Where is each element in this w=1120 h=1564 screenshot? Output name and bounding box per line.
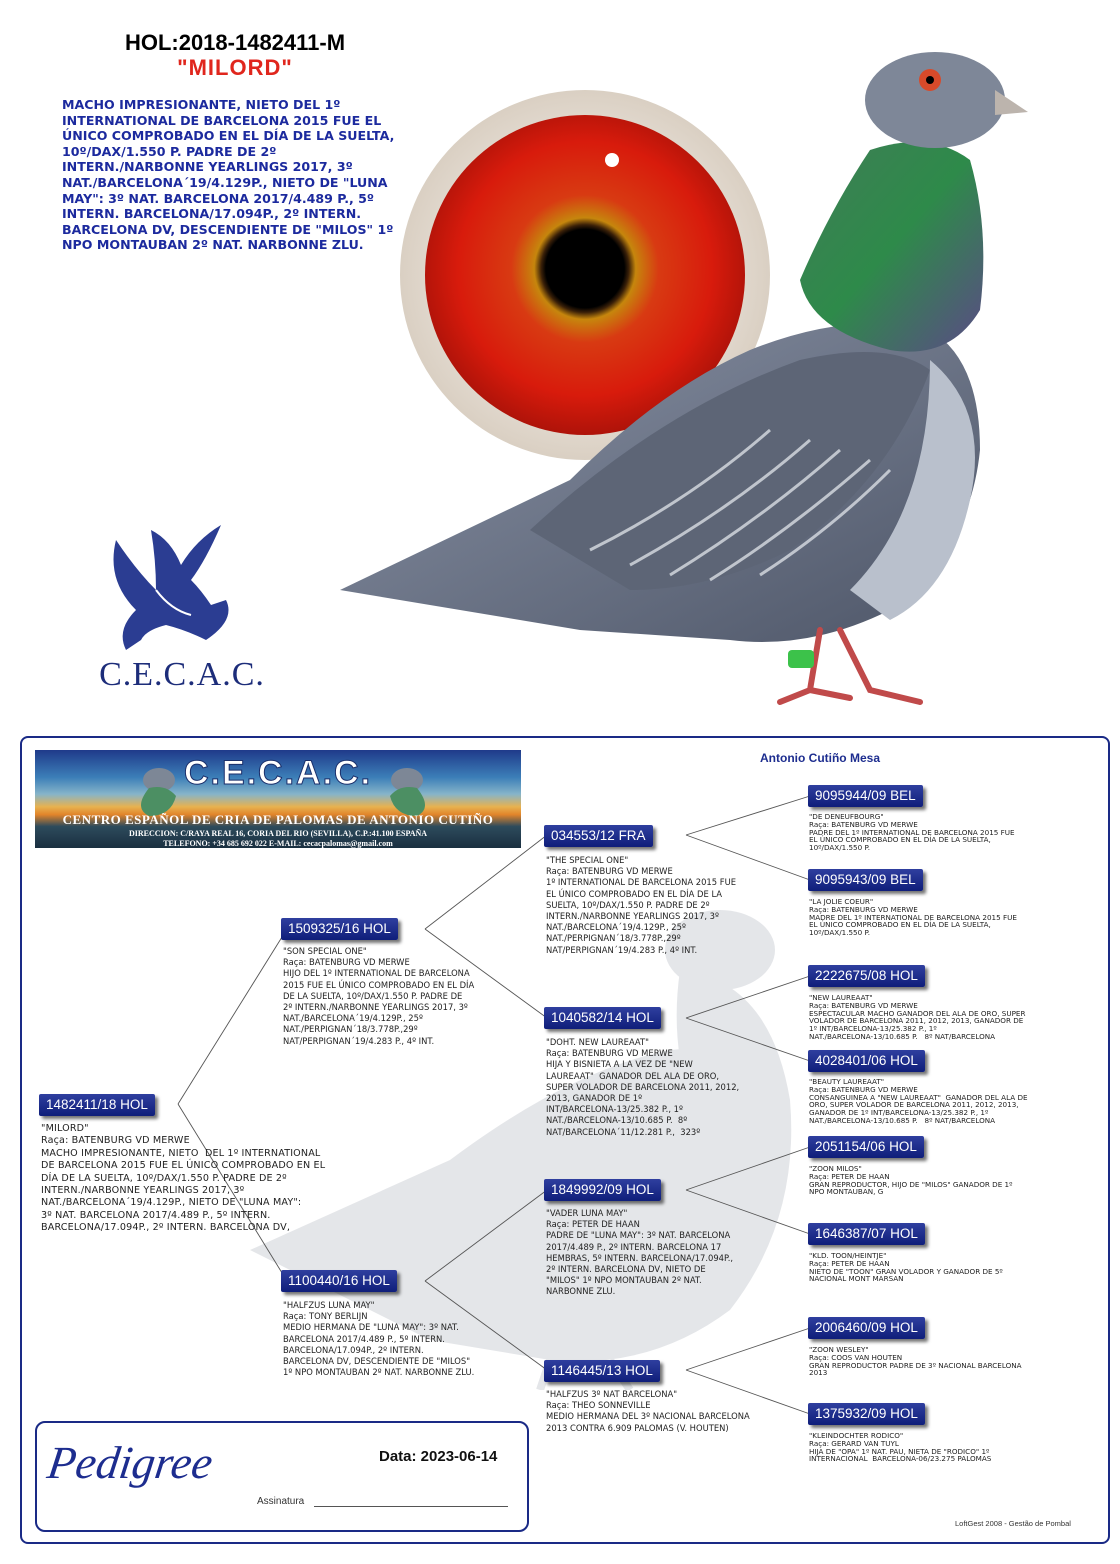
info-line: "HALFZUS 3º NAT BARCELONA" — [546, 1389, 678, 1399]
ring-great-grandparent[interactable]: 9095943/09 BEL — [808, 869, 923, 891]
info-sire-sire — [546, 855, 776, 956]
ring-dam[interactable]: 1100440/16 HOL — [281, 1270, 397, 1292]
info-line: "KLEINDOCHTER RODICO" — [809, 1431, 904, 1440]
info-line: INTERN./NARBONNE YEARLINGS 2017, 3º — [546, 911, 719, 922]
signature-line[interactable] — [314, 1506, 508, 1507]
info-great-grandparent — [809, 1165, 1079, 1196]
info-line: GANADOR DE 1º INT/BARCELONA-13/25.382 P., 1º — [809, 1108, 989, 1118]
info-line: 2015 FUE EL ÚNICO COMPROBADO EN EL DÍA — [283, 979, 475, 990]
info-line: NPO MONTAUBAN, G — [809, 1187, 884, 1197]
info-line: NAT/PERPIGNAN´19/4.283 P., 4º INT. — [546, 944, 698, 955]
ring-subject[interactable]: 1482411/18 HOL — [39, 1094, 155, 1116]
ring-great-grandparent[interactable]: 1646387/07 HOL — [808, 1223, 925, 1245]
info-line: "MILOS" 1º NPO MONTAUBAN 2º NAT. — [546, 1275, 702, 1286]
ring-great-grandparent[interactable]: 2051154/06 HOL — [808, 1136, 924, 1158]
info-line: NAT./BARCELONA´19/4.129P., 25º — [546, 922, 686, 933]
info-line: Raça: BATENBURG VD MERWE — [41, 1135, 190, 1147]
info-great-grandparent — [809, 898, 1079, 937]
info-line: Raça: BATENBURG VD MERWE — [809, 1000, 918, 1010]
info-great-grandparent — [809, 813, 1079, 852]
info-line: "THE SPECIAL ONE" — [546, 855, 629, 865]
info-line: NARBONNE ZLU. — [546, 1286, 616, 1297]
info-line: INTERNACIONAL BARCELONA-06/23.275 PALOMAS — [809, 1454, 992, 1464]
pigeon-ring-id: HOL:2018-1482411-M — [124, 30, 346, 55]
info-line: HEMBRAS, 5º INTERN. BARCELONA/17.094P., — [546, 1252, 734, 1263]
pigeon-description: MACHO IMPRESIONANTE, NIETO DEL 1º INTERNATIONAL DE BARCELONA 2015 FUE EL ÚNICO COMPROBADO EN EL DÍA DE LA SUELTA, 10º/DAX/1.550 P. PADRE DE 2º INTERN./NARBONNE YEARLINGS 2017, 3º NAT./BARCELONA´19/4.129P., NIETO DE "LUNA MAY": 3º NAT. BARCELONA 2017/4.489 P., 5º INTERN. BARCELONA/17.094P., 2º INTERN. BARCELONA DV, DESCENDIENTE DE "MILOS" 1º NPO MONTAUBAN 2º NAT. NARBONNE ZLU. — [62, 97, 395, 253]
cecac-logo-text: C.E.C.A.C. — [99, 656, 265, 693]
info-line: NAT/BARCELONA´11/12.281 P., 323º — [546, 1126, 701, 1137]
info-line: NAT./BARCELONA´19/4.129P., NIETO DE "LUNA MAY": — [41, 1197, 302, 1209]
signature-label: Assinatura — [257, 1496, 305, 1507]
info-dam — [283, 1300, 513, 1378]
info-line: BARCELONA DV, DESCENDIENTE DE "MILOS" — [283, 1356, 471, 1367]
info-great-grandparent — [809, 1078, 1084, 1125]
ring-dam-dam[interactable]: 1146445/13 HOL — [544, 1360, 660, 1382]
info-line: MEDIO HERMANA DEL 3º NACIONAL BARCELONA — [546, 1411, 750, 1422]
info-line: INTERN./NARBONNE YEARLINGS 2017, 3º — [41, 1185, 245, 1197]
ring-sire-dam[interactable]: 1040582/14 HOL — [544, 1007, 661, 1029]
info-line: "ZOON WESLEY" — [809, 1345, 869, 1354]
info-line: NACIONAL MONT MARSAN — [809, 1274, 904, 1284]
info-line: BARCELONA 2017/4.489 P., 5º INTERN. — [283, 1333, 445, 1344]
info-line: 2º INTERN./NARBONNE YEARLINGS 2017, 3º — [283, 1002, 468, 1013]
info-line: MEDIO HERMANA DE "LUNA MAY": 3º NAT. — [283, 1322, 459, 1333]
info-line: 2013 — [809, 1368, 828, 1378]
ring-sire[interactable]: 1509325/16 HOL — [281, 918, 398, 940]
info-line: DE LA SUELTA, 10º/DAX/1.550 P. PADRE DE — [283, 990, 463, 1001]
info-line: Raça: BATENBURG VD MERWE — [546, 1048, 673, 1059]
pedigree-script-title: Pedigree — [44, 1437, 216, 1488]
info-line: PADRE DE "LUNA MAY": 3º NAT. BARCELONA — [546, 1230, 731, 1241]
banner-contact-line: TELEFONO: +34 685 692 022 E-MAIL: cecacpalomas@gmail.com — [163, 838, 393, 848]
info-line: NAT./PERPIGNAN´18/3.778P.,29º — [283, 1024, 418, 1035]
info-great-grandparent — [809, 1252, 1079, 1283]
info-sire — [283, 946, 513, 1047]
info-line: "LA JOLIE COEUR" — [809, 897, 874, 906]
info-line: SUPER VOLADOR DE BARCELONA 2011, 2012, — [546, 1081, 740, 1092]
info-line: INT/BARCELONA-13/25.382 P., 1º — [546, 1104, 683, 1115]
info-line: GRAN REPRODUCTOR PADRE DE 3º NACIONAL BARCELONA — [809, 1360, 1022, 1370]
info-sire-dam — [546, 1037, 776, 1138]
info-line: 2017/4.489 P., 2º INTERN. BARCELONA 17 — [546, 1241, 722, 1252]
info-line: EL ÚNICO COMPROBADO EN EL DÍA DE LA SUELTA, — [809, 920, 991, 930]
info-line: DÍA DE LA SUELTA, 10º/DAX/1.550 P. PADRE DE 2º — [41, 1172, 287, 1184]
info-great-grandparent — [809, 994, 1084, 1041]
info-great-grandparent — [809, 1346, 1079, 1377]
ring-great-grandparent[interactable]: 1375932/09 HOL — [808, 1403, 925, 1425]
ring-great-grandparent[interactable]: 2222675/08 HOL — [808, 965, 925, 987]
info-dam-dam — [546, 1389, 786, 1434]
info-line: BARCELONA/17.094P., 2º INTERN. — [283, 1344, 424, 1355]
owner-name: Antonio Cutiño Mesa — [760, 751, 880, 765]
info-line: ORO, SUPER VOLADOR DE BARCELONA 2011, 2012, 2013, — [809, 1100, 1019, 1110]
info-line: NAT./PERPIGNAN´18/3.778P.,29º — [546, 933, 681, 944]
info-line: "MILORD" — [41, 1123, 89, 1134]
info-line: "ZOON MILOS" — [809, 1164, 862, 1173]
info-line: Raça: BATENBURG VD MERWE — [809, 1084, 918, 1094]
info-line: BARCELONA/17.094P., 2º INTERN. BARCELONA DV, — [41, 1222, 291, 1234]
info-line: 1º INTERNATIONAL DE BARCELONA 2015 FUE — [546, 877, 736, 888]
cecac-banner — [35, 750, 521, 848]
info-line: 2º INTERN. BARCELONA DV, NIETO DE — [546, 1264, 706, 1275]
info-line: "BEAUTY LAUREAAT" — [809, 1077, 885, 1086]
banner-subtitle: CENTRO ESPAÑOL DE CRIA DE PALOMAS DE ANTONIO CUTIÑO — [62, 812, 494, 827]
info-line: "DE DENEUFBOURG" — [809, 812, 884, 821]
info-line: Raça: TONY BERLIJN — [283, 1311, 368, 1322]
pigeon-photo — [330, 30, 1050, 720]
info-line: NAT./BARCELONA´19/4.129P., 25º — [283, 1013, 423, 1024]
info-line: CONSANGUINEA A "NEW LAUREAAT" GANADOR DEL ALA DE — [809, 1092, 1028, 1102]
info-line: HIJA DE "OPA" 1º NAT. PAU, NIETA DE "RODICO" 1º — [809, 1446, 990, 1456]
info-line: "HALFZUS LUNA MAY" — [283, 1300, 375, 1310]
ring-dam-sire[interactable]: 1849992/09 HOL — [544, 1179, 661, 1201]
banner-address — [35, 829, 521, 848]
info-line: 2013, GANADOR DE 1º — [546, 1093, 643, 1104]
info-line: 1º NPO MONTAUBAN 2º NAT. NARBONNE ZLU. — [283, 1367, 475, 1378]
info-line: "SON SPECIAL ONE" — [283, 946, 367, 956]
info-line: NAT/PERPIGNAN´19/4.283 P., 4º INT. — [283, 1035, 435, 1046]
info-line: Raça: THEO SONNEVILLE — [546, 1400, 651, 1411]
banner-address-line: DIRECCION: C/RAYA REAL 16, CORIA DEL RIO (SEVILLA), C.P.:41.100 ESPAÑA — [128, 829, 428, 838]
info-line: 3º NAT. BARCELONA 2017/4.489 P., 5º INTERN. — [41, 1209, 271, 1221]
info-line: Raça: BATENBURG VD MERWE — [809, 819, 918, 829]
ring-great-grandparent[interactable]: 9095944/09 BEL — [808, 785, 923, 807]
info-line: Raça: PETER DE HAAN — [546, 1219, 640, 1230]
info-line: Raça: PETER DE HAAN — [809, 1171, 890, 1181]
info-line: MADRE DEL 1º INTERNATIONAL DE BARCELONA 2015 FUE — [809, 912, 1017, 922]
software-footer: LoftGest 2008 - Gestão de Pombal — [955, 1519, 1071, 1528]
info-line: Raça: BATENBURG VD MERWE — [809, 904, 918, 914]
info-line: "VADER LUNA MAY" — [546, 1208, 628, 1218]
ring-great-grandparent[interactable]: 2006460/09 HOL — [808, 1317, 925, 1339]
info-line: 10º/DAX/1.550 P. — [809, 928, 870, 938]
info-line: GRAN REPRODUCTOR, HIJO DE "MILOS" GANADOR DE 1º — [809, 1179, 1013, 1189]
info-line: MACHO IMPRESIONANTE, NIETO DEL 1º INTERNATIONAL — [41, 1147, 321, 1159]
info-line: 10º/DAX/1.550 P. — [809, 843, 870, 853]
info-line: "KLD. TOON/HEINTJE" — [809, 1251, 887, 1260]
info-line: 1º INT/BARCELONA-13/25.382 P., 1º — [809, 1024, 937, 1034]
info-line: PADRE DEL 1º INTERNATIONAL DE BARCELONA 2015 FUE — [809, 827, 1015, 837]
info-line: HIJO DEL 1º INTERNATIONAL DE BARCELONA — [283, 968, 470, 979]
info-line: 2013 CONTRA 6.909 PALOMAS (V. HOUTEN) — [546, 1422, 729, 1433]
info-line: Raça: BATENBURG VD MERWE — [546, 866, 673, 877]
info-line: LAUREAAT" GANADOR DEL ALA DE ORO, — [546, 1070, 720, 1081]
info-line: NAT./BARCELONA-13/10.685 P. 8º — [546, 1115, 688, 1126]
info-line: Raça: BATENBURG VD MERWE — [283, 957, 410, 968]
info-line: NIETO DE "TOON" GRAN VOLADOR Y GANADOR DE 5º — [809, 1266, 1003, 1276]
info-line: ESPECTACULAR MACHO GANADOR DEL ALA DE ORO, SUPER — [809, 1008, 1026, 1018]
pigeon-name: "MILORD" — [177, 55, 293, 80]
info-dam-sire — [546, 1208, 776, 1298]
info-subject — [41, 1123, 361, 1235]
info-line: "DOHT. NEW LAUREAAT" — [546, 1037, 649, 1047]
pedigree-date: Data: 2023-06-14 — [379, 1448, 498, 1465]
info-line: DE BARCELONA 2015 FUE EL ÚNICO COMPROBADO EN EL — [41, 1160, 326, 1172]
info-line: EL ÚNICO COMPROBADO EN EL DÍA DE LA SUELTA, — [809, 835, 991, 845]
info-line: SUELTA, 10º/DAX/1.550 P. PADRE DE 2º — [546, 899, 710, 910]
banner-title: C.E.C.A.C. — [183, 754, 373, 792]
info-line: Raça: COOS VAN HOUTEN — [809, 1352, 903, 1362]
info-line: "NEW LAUREAAT" — [809, 993, 873, 1002]
info-line: VOLADOR DE BARCELONA 2011, 2012, 2013, GANADOR DE — [809, 1016, 1024, 1026]
info-line: Raça: PETER DE HAAN — [809, 1258, 890, 1268]
info-line: NAT./BARCELONA-13/10.685 P. 8º NAT/BARCELONA — [809, 1115, 996, 1125]
info-line: NAT./BARCELONA-13/10.685 P. 8º NAT/BARCELONA — [809, 1031, 996, 1041]
ring-sire-sire[interactable]: 034553/12 FRA — [544, 825, 653, 847]
info-line: EL ÚNICO COMPROBADO EN EL DÍA DE LA — [546, 888, 723, 899]
info-line: Raça: GERARD VAN TUYL — [809, 1438, 899, 1448]
info-line: HIJA Y BISNIETA A LA VEZ DE "NEW — [546, 1059, 693, 1070]
ring-great-grandparent[interactable]: 4028401/06 HOL — [808, 1050, 925, 1072]
info-great-grandparent — [809, 1432, 1079, 1463]
